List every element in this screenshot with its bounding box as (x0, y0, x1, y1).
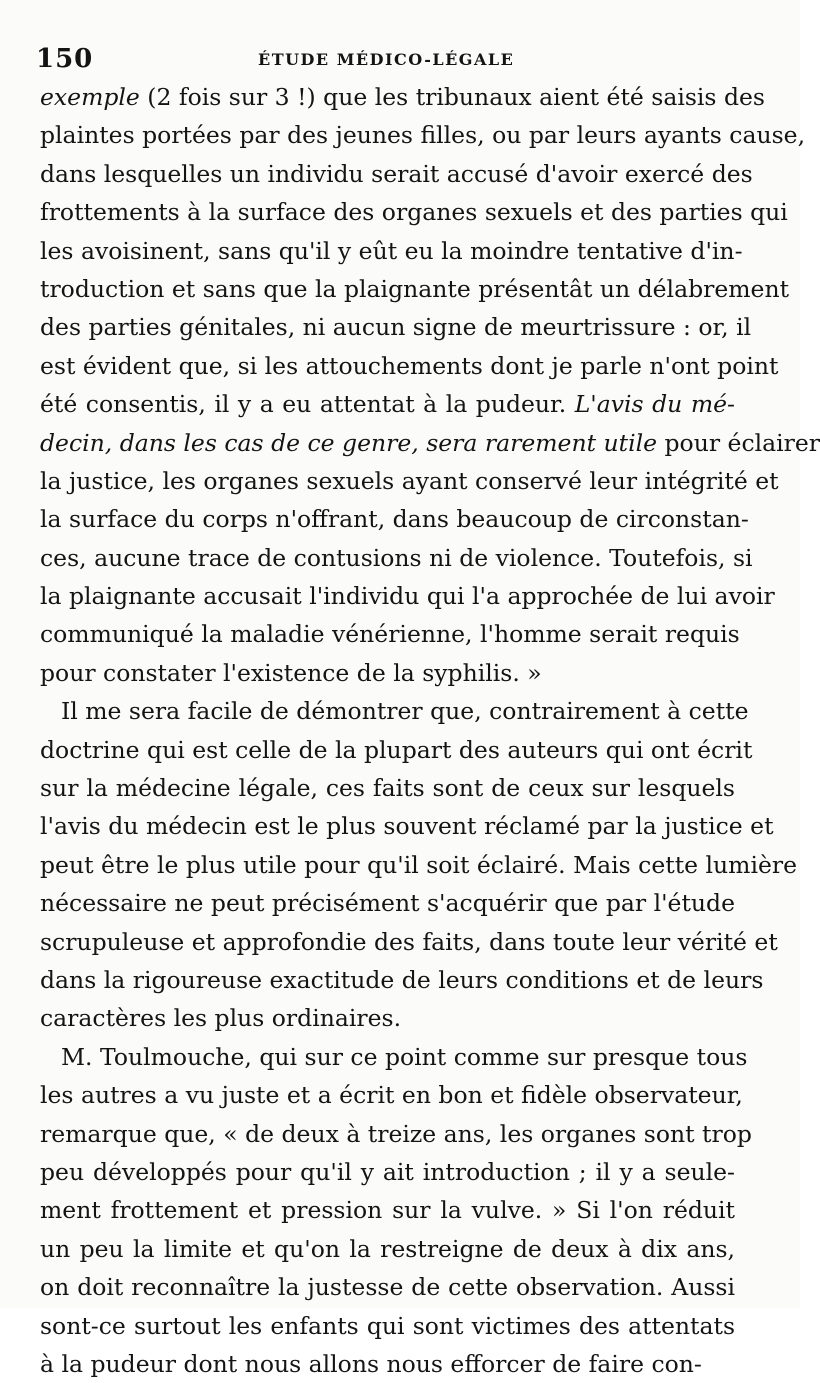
text-segment: ment frottement et pression sur la vulve. » Si l'on réduit (40, 1196, 735, 1225)
text-segment: M. Toulmouche, qui sur ce point comme sur presque tous (61, 1042, 748, 1071)
text-line (40, 155, 753, 193)
text-line (40, 1268, 735, 1306)
text-segment: frottements à la surface des organes sexuels et des parties qui (40, 198, 788, 227)
italic-text: decin, dans les cas de ce genre, sera rarement utile (40, 428, 658, 457)
text-line (40, 807, 774, 845)
text-line (40, 193, 788, 231)
text-line (40, 615, 740, 653)
text-segment: à la pudeur dont nous allons nous efforcer de faire con- (40, 1349, 702, 1378)
text-line (40, 923, 778, 961)
text-segment: peut être le plus utile pour qu'il soit éclairé. Mais cette lumière (40, 850, 798, 879)
text-line (40, 654, 735, 692)
text-segment: dans lesquelles un individu serait accusé d'avoir exercé des (40, 159, 753, 188)
text-segment: on doit reconnaître la justesse de cette observation. Aussi (40, 1273, 735, 1302)
text-line (40, 961, 764, 999)
paragraph (40, 692, 798, 1038)
text-line (40, 232, 743, 270)
text-line (40, 1345, 735, 1383)
text-segment: sur la médecine légale, ces faits sont de ceux sur lesquels (40, 774, 735, 803)
italic-text: L'avis du mé- (574, 390, 735, 419)
text-line (40, 577, 775, 615)
text-line (40, 385, 735, 423)
text-segment: communiqué la maladie vénérienne, l'homme serait requis (40, 620, 740, 649)
text-segment: les avoisinent, sans qu'il y eût eu la moindre tentative d'in- (40, 236, 743, 265)
text-line (40, 116, 806, 154)
text-line (40, 78, 765, 116)
text-line (40, 539, 753, 577)
text-line (40, 846, 798, 884)
text-segment: est évident que, si les attouchements dont je parle n'ont point (40, 351, 779, 380)
italic-text: exemple (40, 83, 140, 111)
text-line (40, 1115, 752, 1153)
page-number: 150 (36, 44, 94, 74)
text-segment: peu développés pour qu'il y ait introduction ; il y a seule- (40, 1157, 735, 1186)
text-segment: les autres a vu juste et a écrit en bon et fidèle observateur, (40, 1081, 743, 1110)
text-line (40, 731, 753, 769)
text-segment: la surface du corps n'offrant, dans beaucoup de circonstan- (40, 505, 749, 534)
text-segment: doctrine qui est celle de la plupart des auteurs qui ont écrit (40, 735, 753, 764)
text-line (40, 884, 735, 922)
text-line (40, 347, 779, 385)
text-segment: ces, aucune trace de contusions ni de violence. Toutefois, si (40, 543, 753, 572)
text-segment: l'avis du médecin est le plus souvent réclamé par la justice et (40, 812, 774, 841)
text-segment: nécessaire ne peut précisément s'acquérir que par l'étude (40, 889, 735, 918)
text-line (40, 308, 752, 346)
text-line (40, 1230, 735, 1268)
text-line (40, 1191, 735, 1229)
text-segment: plaintes portées par des jeunes filles, ou par leurs ayants cause, (40, 121, 806, 150)
text-line (40, 1307, 735, 1345)
text-line (40, 692, 749, 730)
text-line (40, 270, 790, 308)
text-segment: Il me sera facile de démontrer que, contrairement à cette (61, 697, 749, 726)
text-segment: la justice, les organes sexuels ayant conservé leur intégrité et (40, 466, 779, 495)
text-line (40, 1076, 743, 1114)
body-text (40, 78, 820, 1383)
text-line (40, 999, 735, 1037)
text-line (40, 1153, 735, 1191)
text-segment: sont-ce surtout les enfants qui sont victimes des attentats (40, 1311, 735, 1340)
text-segment: (2 fois sur 3 !) que les tribunaux aient été saisis des (139, 83, 765, 111)
text-segment: scrupuleuse et approfondie des faits, dans toute leur vérité et (40, 927, 778, 956)
text-segment: pour éclairer (657, 428, 820, 457)
text-segment: un peu la limite et qu'on la restreigne de deux à dix ans, (40, 1234, 735, 1263)
text-segment: des parties génitales, ni aucun signe de meurtrissure : or, il (40, 313, 752, 342)
text-line (40, 769, 735, 807)
text-line (40, 462, 779, 500)
text-line (40, 424, 820, 462)
paragraph (40, 1038, 752, 1383)
text-segment: dans la rigoureuse exactitude de leurs conditions et de leurs (40, 965, 764, 994)
text-segment: troduction et sans que la plaignante présentât un délabrement (40, 274, 790, 303)
text-line (40, 500, 749, 538)
text-segment: remarque que, « de deux à treize ans, les organes sont trop (40, 1119, 752, 1148)
text-segment: caractères les plus ordinaires. (40, 1004, 402, 1033)
text-line (40, 1038, 748, 1076)
text-segment: la plaignante accusait l'individu qui l'a approchée de lui avoir (40, 582, 775, 611)
text-segment: été consentis, il y a eu attentat à la pudeur. (40, 390, 575, 419)
page-header (36, 44, 736, 74)
text-segment: pour constater l'existence de la syphilis. » (40, 658, 542, 687)
running-head: ÉTUDE MÉDICO-LÉGALE (258, 50, 515, 69)
paragraph (40, 78, 820, 692)
